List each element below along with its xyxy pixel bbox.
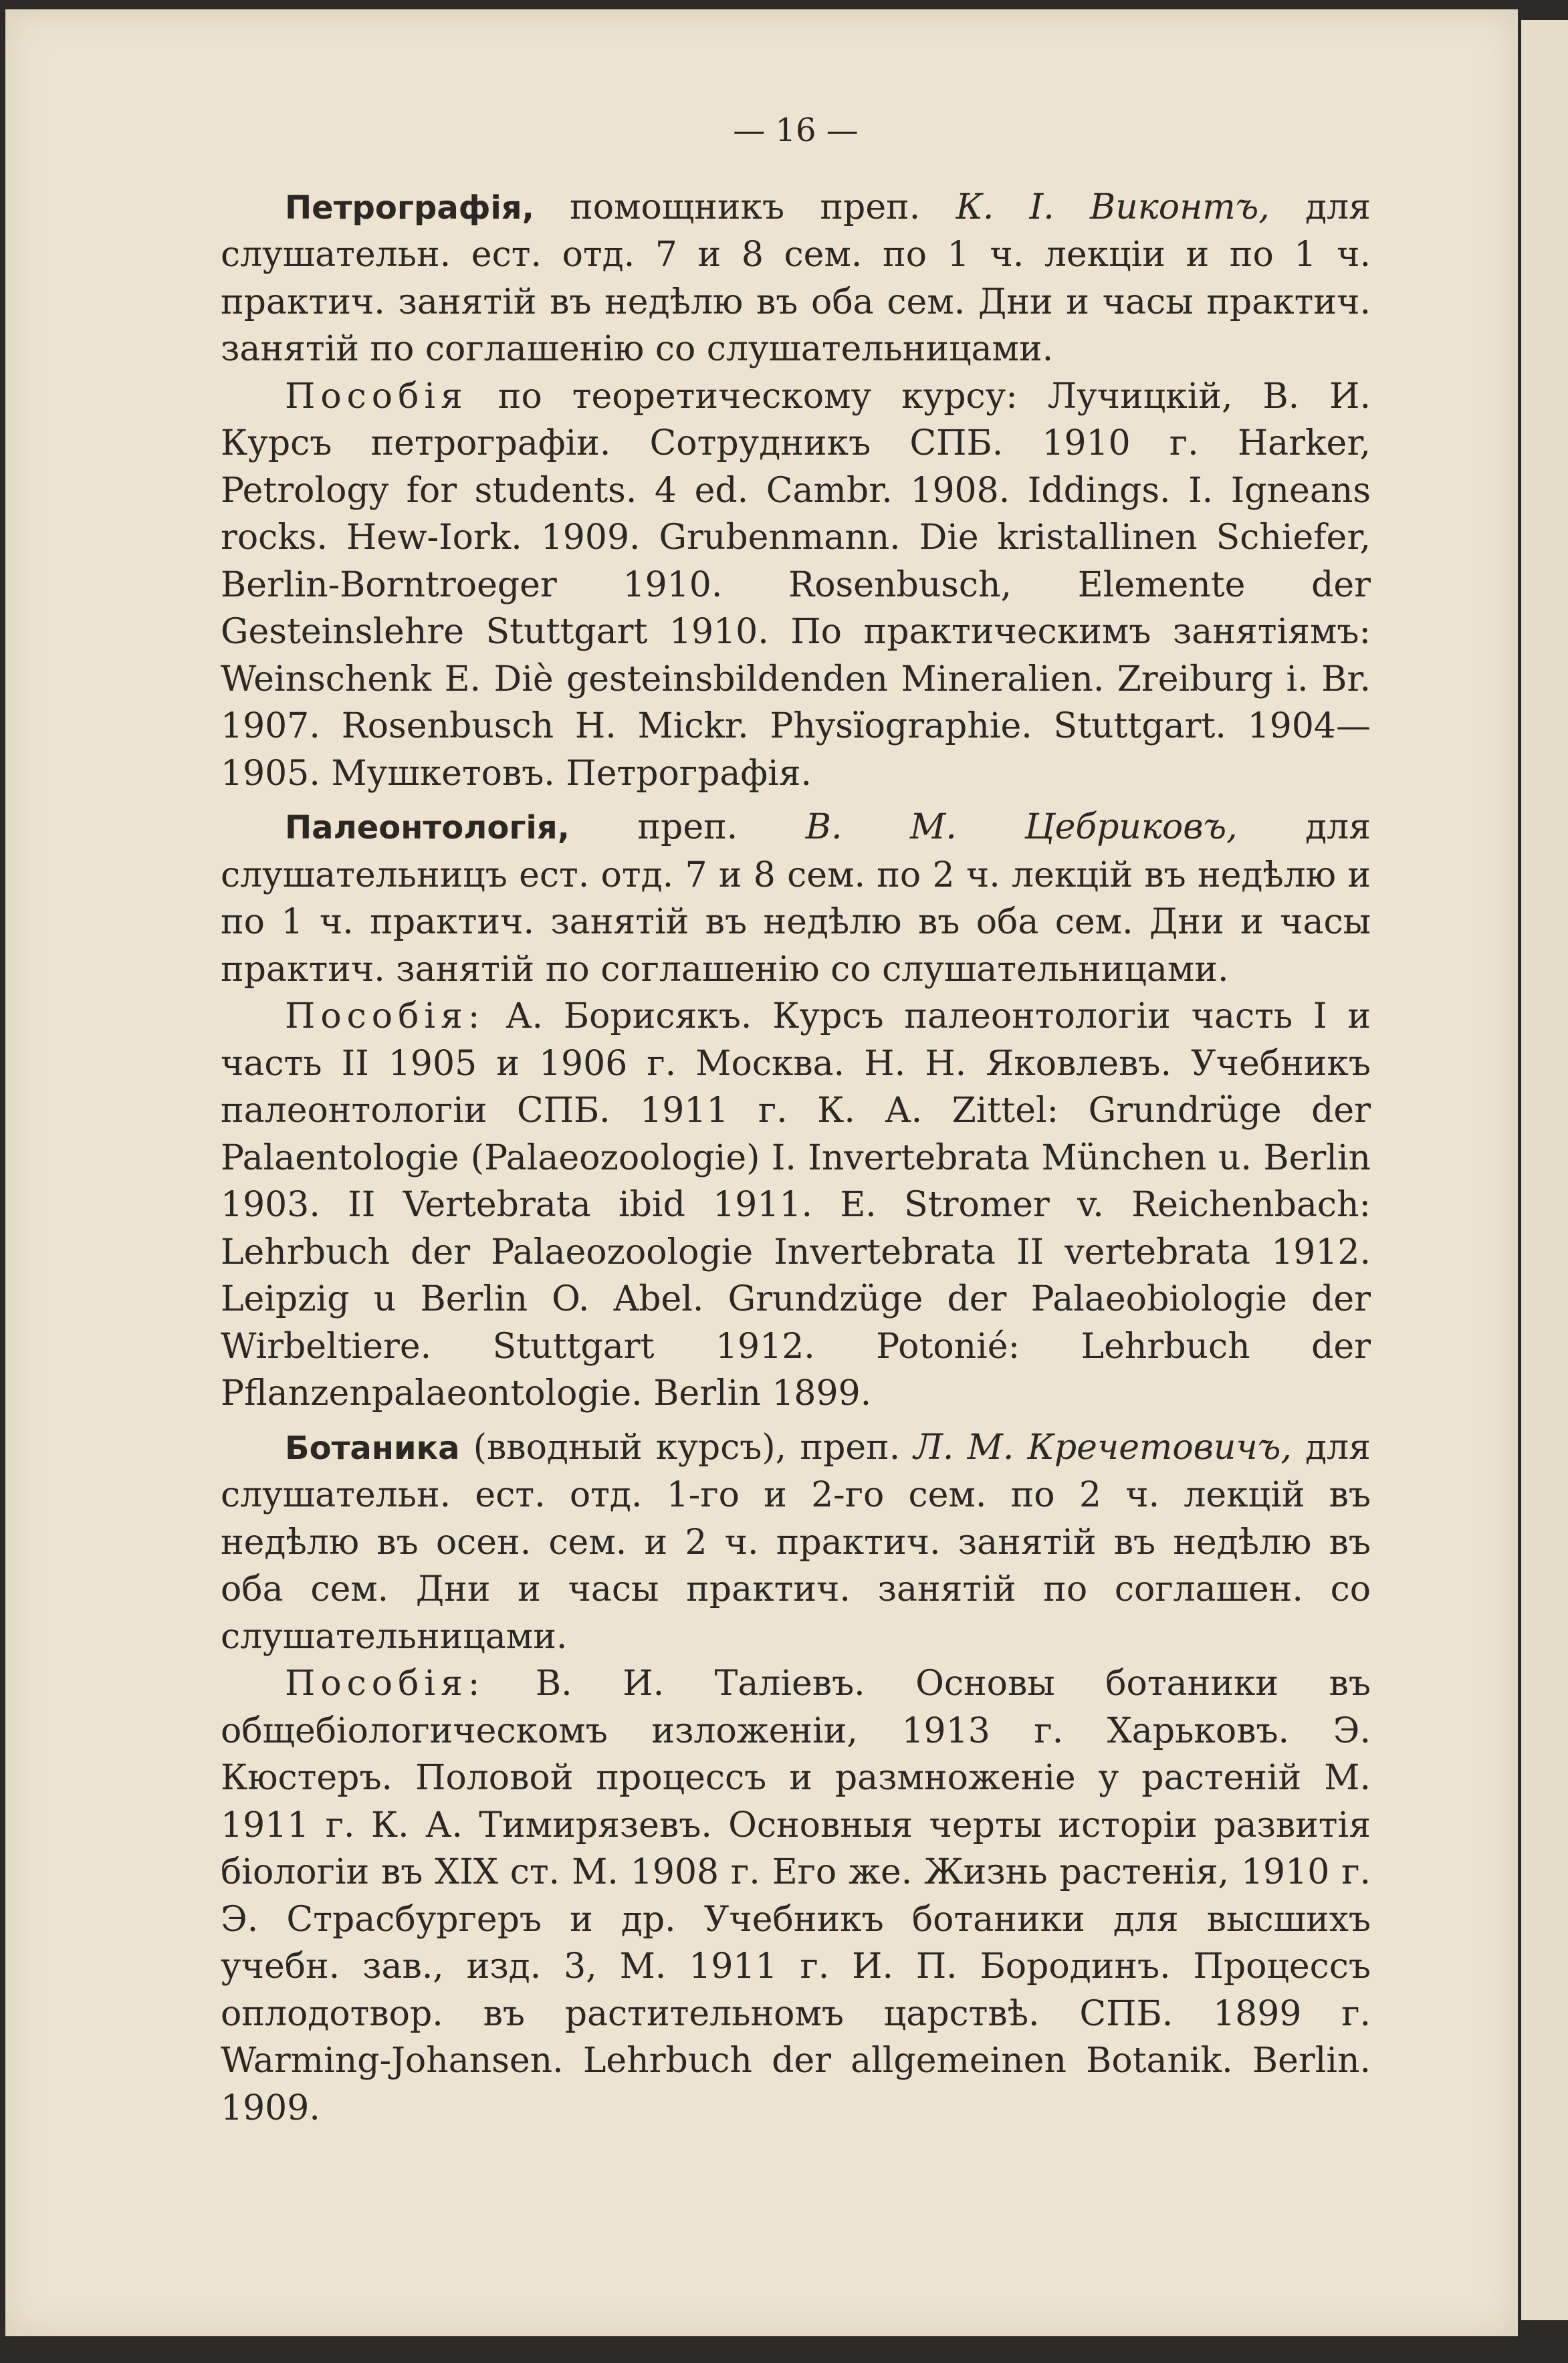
section-aids	[221, 373, 1371, 798]
aids-text: А. Борисякъ. Курсъ палеонтологіи часть I и часть II 1905 и 1906 г. Москва. Н. Н. Яковлевъ. Учебникъ палеонтологіи СПБ. 1911 г. К. А. Zittel: Grundrüge der Palaentologie (Palaeozoologie) I. Invertebrata München u. Berlin 1903. II Vertebrata ibid 1911. E. Stromer v. Reichenbach: Lehrbuch der Palaeozoologie Invertebrata II vertebrata 1912. Leipzig u Berlin O. Abel. Grundzüge der Palaeobiologie der Wirbeltiere. Stuttgart 1912. Potonié: Lehrbuch der Pflanzenpalaeontologie. Berlin 1899.	[221, 996, 1371, 1414]
section-lecturer: В. М. Цебриковъ,	[805, 807, 1238, 847]
section-paleontology	[221, 804, 1371, 993]
section-lecturer: К. І. Виконтъ,	[956, 187, 1270, 227]
section-heading: Петрографія,	[285, 189, 534, 227]
section-heading: Палеонтологія,	[285, 809, 570, 847]
aids-text: по теоретическому курсу: Лучицкій, В. И. Курсъ петрографіи. Сотрудникъ СПБ. 1910 г. Harker, Petrology for students. 4 ed. Cambr. 1908. Iddings. I. Igneans rocks. Hew-Iork. 1909. Grubenmann. Die kristallinen Schiefer, Berlin-Borntroeger 1910. Rosenbusch, Elemente der Gesteinslehre Stuttgart 1910. По практическимъ занятіямъ: Weinschenk E. Diè gesteinsbildenden Mineralien. Zreiburg i. Br. 1907. Rosenbusch H. Mickr. Physïographie. Stuttgart. 1904—1905. Мушкетовъ. Петрографія.	[221, 376, 1371, 794]
section-aids	[221, 1660, 1371, 2132]
section-description: для слушательницъ ест. отд. 7 и 8 сем. по 2 ч. лекцій въ недѣлю и по 1 ч. практич. занятій въ недѣлю въ оба сем. Дни и часы практич. занятій по соглашенію со слушательницами.	[221, 807, 1371, 990]
section-aids	[221, 993, 1371, 1418]
aids-label: Пособія:	[285, 996, 485, 1036]
page-number: — 16 —	[733, 112, 859, 149]
section-description: для слушательн. ест. отд. 1-го и 2-го сем. по 2 ч. лекцій въ недѣлю въ осен. сем. и 2 ч. практич. занятій въ недѣлю въ оба сем. Дни и часы практич. занятій по соглашен. со слушательницами.	[221, 1427, 1371, 1657]
section-petrography	[221, 184, 1371, 373]
section-lecturer-prefix: преп.	[569, 807, 806, 847]
section-heading: Ботаника	[285, 1429, 460, 1467]
aids-text: В. И. Таліевъ. Основы ботаники въ общебіологическомъ изложеніи, 1913 г. Харьковъ. Э. Кюстеръ. Половой процессъ и размноженіе у растеній М. 1911 г. К. А. Тимирязевъ. Основныя черты исторіи развитія біологіи въ XIX ст. М. 1908 г. Его же. Жизнь растенія, 1910 г. Э. Страсбургеръ и др. Учебникъ ботаники для высшихъ учебн. зав., изд. 3, М. 1911 г. И. П. Бородинъ. Процессъ оплодотвор. въ растительномъ царствѣ. СПБ. 1899 г. Warming-Johansen. Lehrbuch der allgemeinen Botanik. Berlin. 1909.	[221, 1664, 1371, 2128]
section-botany	[221, 1424, 1371, 1661]
section-lecturer: Л. М. Кречетовичъ,	[913, 1427, 1292, 1468]
adjacent-page-edge	[1521, 20, 1568, 2320]
section-lecturer-prefix: (вводный курсъ), преп.	[459, 1427, 914, 1468]
section-lecturer-prefix: помощникъ преп.	[534, 187, 956, 227]
page-text	[221, 107, 1371, 2132]
aids-label: Пособія	[285, 376, 468, 417]
section-description: для слушательн. ест. отд. 7 и 8 сем. по 1 ч. лекціи и по 1 ч. практич. занятій въ недѣлю въ оба сем. Дни и часы практич. занятій по соглашенію со слушательницами.	[221, 187, 1371, 369]
aids-label: Пособія:	[285, 1664, 485, 1704]
